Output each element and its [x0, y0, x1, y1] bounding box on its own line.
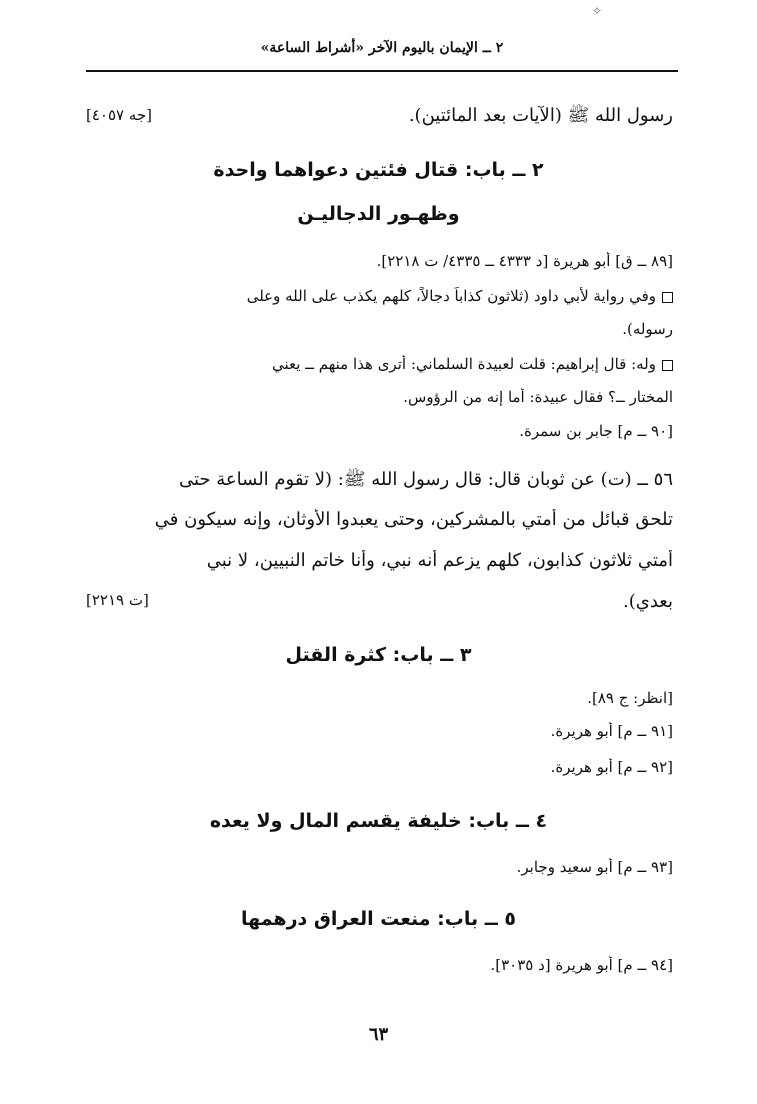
carryover-ref: [جه ٤٠٥٧] — [86, 106, 153, 124]
section-2-line-4-text: وله: قال إبراهيم: قلت لعبيدة السلماني: أترى هذا منهم ــ يعني — [271, 355, 656, 373]
section-2-line-2 — [84, 287, 673, 305]
hadith-56-line-2: تلحق قبائل من أمتي بالمشركين، وحتى يعبدوا الأوثان، وإنه سيكون في — [154, 509, 673, 530]
section-2-line-2-text: وفي رواية لأبي داود (ثلاثون كذاباً دجالاً، كلهم يكذب على الله وعلى — [246, 287, 656, 305]
ornament-mark: ✧ — [592, 4, 603, 18]
square-bullet-icon — [662, 360, 673, 371]
section-3-line-3: [٩٢ ــ م] أبو هريرة. — [550, 758, 673, 776]
section-2-line-1: [٨٩ ــ ق] أبو هريرة [د ٤٣٣٣ ــ ٤٣٣٥/ ت ٢٢١٨]. — [376, 252, 673, 270]
section-5-title: ٥ ــ باب: منعت العراق درهمها — [241, 908, 516, 930]
section-5-line-1: [٩٤ ــ م] أبو هريرة [د ٣٠٣٥]. — [490, 956, 673, 974]
hadith-56-ref: [ت ٢٢١٩] — [86, 591, 149, 609]
section-3-title: ٣ ــ باب: كثرة القتل — [285, 644, 472, 666]
section-2-line-5: المختار ــ؟ فقال عبيدة: أما إنه من الرؤوس. — [403, 388, 673, 406]
section-2-title: ٢ ــ باب: قتال فئتين دعواهما واحدة — [213, 159, 544, 181]
page-number: ٦٣ — [368, 1024, 389, 1045]
header-rule — [86, 70, 678, 72]
section-2-line-6: [٩٠ ــ م] جابر بن سمرة. — [519, 422, 673, 440]
hadith-56-line-1: ٥٦ ــ (ت) عن ثوبان قال: قال رسول الله ﷺ: (لا تقوم الساعة حتى — [178, 469, 673, 490]
section-4-line-1: [٩٣ ــ م] أبو سعيد وجابر. — [516, 858, 673, 876]
hadith-56-line-3: أمتي ثلاثون كذابون، كلهم يزعم أنه نبي، وأنا خاتم النبيين، لا نبي — [206, 550, 673, 571]
section-4-title: ٤ ــ باب: خليفة يقسم المال ولا يعده — [209, 810, 548, 832]
carryover-line: رسول الله ﷺ (الآيات بعد المائتين). — [408, 105, 673, 126]
section-2-line-3: رسوله). — [622, 320, 673, 338]
section-2-title-cont: وظهـور الدجاليـن — [297, 203, 460, 225]
section-3-line-2: [٩١ ــ م] أبو هريرة. — [550, 722, 673, 740]
running-header: ٢ ــ الإيمان باليوم الآخر «أشراط الساعة» — [260, 40, 504, 56]
hadith-56-line-4: بعدي). — [623, 591, 673, 612]
section-2-line-4 — [84, 355, 673, 373]
square-bullet-icon — [662, 292, 673, 303]
section-3-line-1: [انظر: ج ٨٩]. — [587, 689, 673, 707]
